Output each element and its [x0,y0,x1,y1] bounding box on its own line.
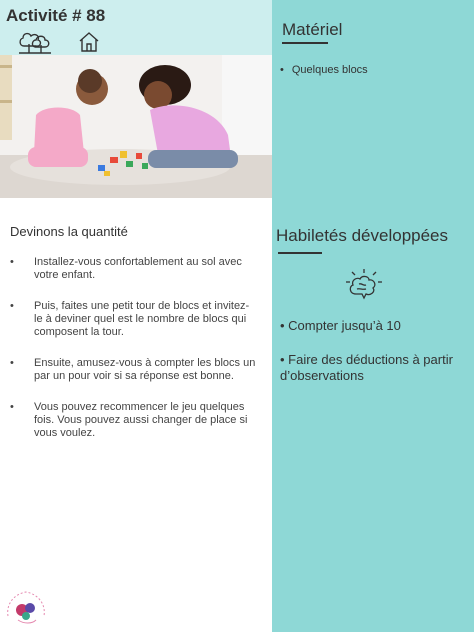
step-item: • Puis, faites une petit tour de blocs et invitez-le à deviner quel est le nombre de blocs qui composent la tour. [10,300,250,338]
step-item: • Ensuite, amusez-vous à compter les blocs un par un pour voir si sa réponse est bonne. [10,357,256,382]
skills-title: Habiletés développées [276,226,449,245]
right-column [272,0,474,632]
page-title: Activité # 88 [6,6,106,25]
materials-title: Matériel [282,20,343,39]
skill-item: • Compter jusqu’à 10 [280,318,401,333]
tree-icon [18,30,52,54]
materials-list [280,64,368,76]
category-icons [18,30,100,54]
brand-logo [4,586,48,631]
house-icon [78,30,100,54]
skill-item: • Faire des déductions à partir d’observations [280,352,453,383]
skills-rule [278,252,322,254]
activity-steps [10,256,256,458]
activity-title: Devinons la quantité [10,224,128,239]
materials-rule [282,42,328,44]
step-item: • Installez-vous confortablement au sol avec votre enfant. [10,256,242,281]
brain-icon [344,268,384,309]
step-item: • Vous pouvez recommencer le jeu quelques fois. Vous pouvez aussi changer de place si vous voulez. [10,401,248,439]
materials-item: • Quelques blocs [280,64,368,76]
activity-photo [0,55,272,198]
